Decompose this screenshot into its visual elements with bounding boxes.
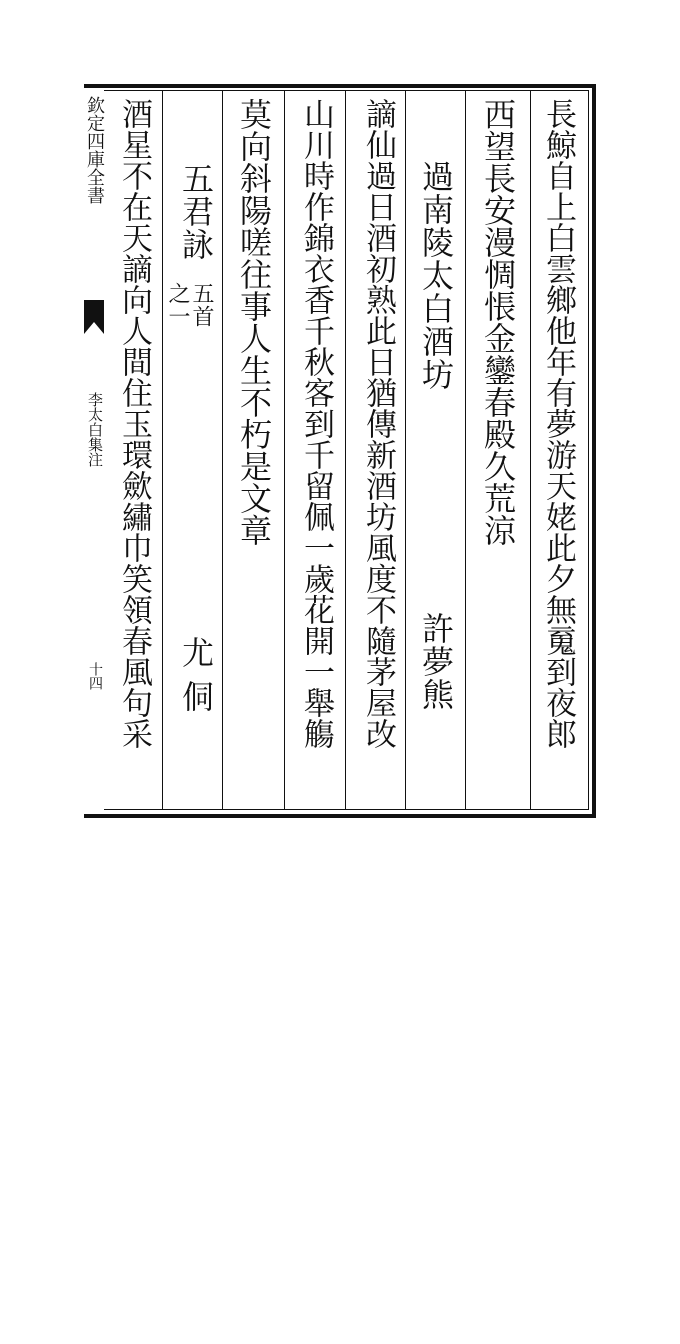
text-column-2: 西望長安漫惆悵金鑾春殿久荒涼: [479, 98, 517, 546]
margin-page-number: 十四: [87, 662, 103, 690]
column-rule: [284, 90, 285, 810]
column-rule: [222, 90, 223, 810]
column-rule: [162, 90, 163, 810]
fish-tail-mark-icon: [84, 300, 104, 334]
text-column-6: 莫向斜陽嗟往事人生不朽是文章: [235, 98, 273, 546]
text-column-1: 長鯨自上白雲鄉他年有夢游天姥此夕無䰟到夜郎: [540, 98, 576, 749]
margin-collection-title: 欽定四庫全書: [84, 96, 105, 204]
margin-book-title: 李太白集注: [86, 392, 104, 467]
poem-note-count: 五首: [189, 282, 214, 328]
poem-author-2: 尤侗: [177, 636, 215, 724]
text-column-8: 酒星不在天謫向人間住玉環歛繡巾笑領春風句采: [116, 98, 152, 749]
poem-author-1: 許夢熊: [417, 612, 455, 711]
column-rule: [530, 90, 531, 810]
text-column-4: 謫仙過日酒初熟此日猶傳新酒坊風度不隨茅屋改: [360, 98, 396, 749]
poem-note-sequence: 之一: [165, 282, 190, 328]
column-rule: [345, 90, 346, 810]
text-column-5: 山川時作錦衣香千秋客到千留佩一歲花開一舉觴: [298, 98, 334, 749]
poem-title-1: 過南陵太白酒坊: [417, 160, 455, 391]
poem-title-2: 五君詠: [177, 162, 215, 261]
column-rule: [405, 90, 406, 810]
column-rule: [465, 90, 466, 810]
